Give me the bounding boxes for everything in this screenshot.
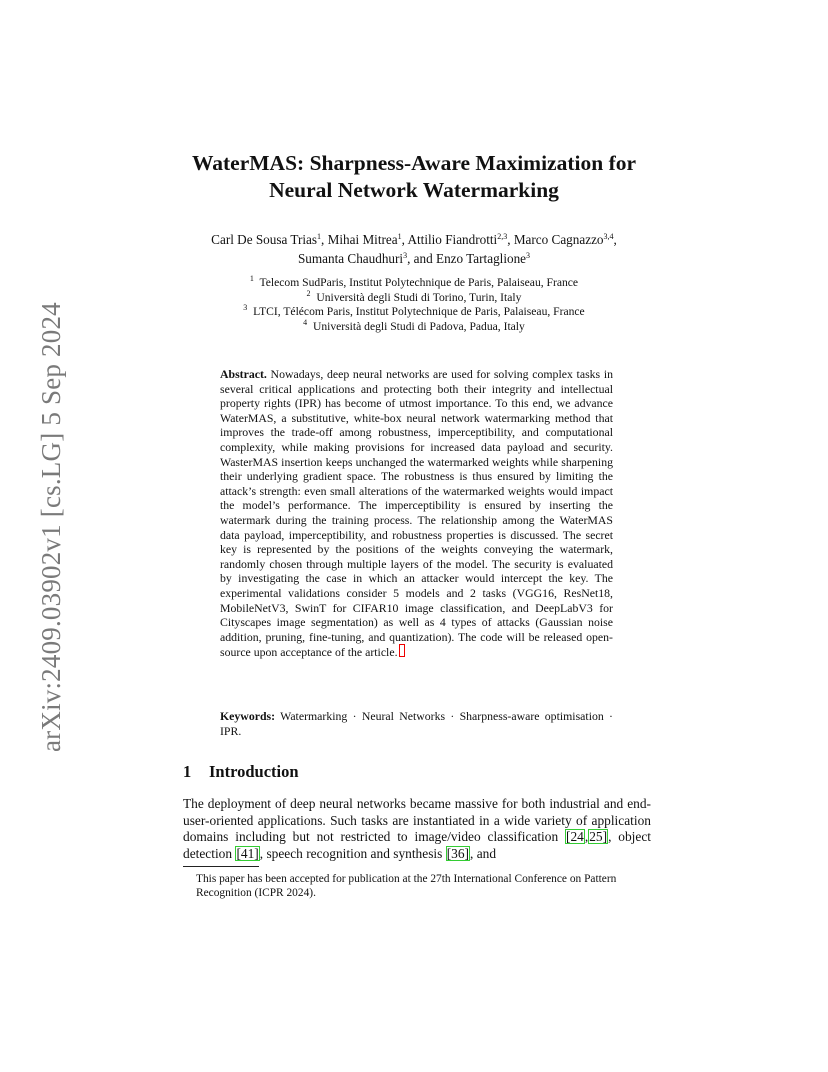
author-affil-mark: 3 xyxy=(526,251,531,260)
keywords-label: Keywords: xyxy=(220,709,276,723)
footnote-link-box[interactable] xyxy=(399,644,405,657)
abstract-label: Abstract. xyxy=(220,367,267,381)
title-line-2: Neural Network Watermarking xyxy=(269,178,559,202)
paper-title xyxy=(0,150,828,204)
author-affil-mark: 2,3 xyxy=(497,232,508,241)
abstract-text: Nowadays, deep neural networks are used for solving complex tasks in several critical applications and protecting both their integrity and intellectual property rights (IPR) has become of utmost importance. To this end, we advance WaterMAS, a substitutive, white-box neural network watermarking method that improves the trade-off among robustness, imperceptibility, and computational complexity, while making provisions for increased data payload and security. WasterMAS insertion keeps unchanged the watermarked weights while sharpening their underlying gradient space. The robustness is thus ensured by limiting the attack’s strength: even small alterations of the watermarked weights would impact the model’s performance. The imperceptibility is ensured by inserting the watermark during the training process. The relationship among the WaterMAS data payload, imperceptibility, and robustness properties is discussed. The secret key is represented by the positions of the weights conveying the watermark, randomly chosen through multiple layers of the model. The security is evaluated by investigating the case in which an attacker would intercept the key. The experimental validations consider 5 models and 2 tasks (VGG16, ResNet18, MobileNetV3, SwinT for CIFAR10 image classification, and DeepLabV3 for Cityscapes image segmentation) as well as 4 types of attacks (Gaussian noise addition, pruning, fine-tuning, and quantization). The code will be released open-source upon acceptance of the article. xyxy=(220,367,614,660)
author-name: Attilio Fiandrotti xyxy=(407,232,498,247)
keywords xyxy=(220,709,613,738)
affiliation-item: $^1$ Telecom SudParis, Institut Polytechnique de Paris, Palaiseau, France xyxy=(249,274,579,289)
intro-paragraph: The deployment of deep neural networks became massive for both industrial and end-user-oriented applications. Such tasks are instantiated in a wide variety of application domains including but not restricted to image/video classification [24,25], object detection [41], speech recognition and synthesis [36], and xyxy=(183,796,652,861)
arxiv-stamp-text: arXiv:2409.03902v1 [cs.LG] 5 Sep 2024 xyxy=(36,302,66,752)
citation-link[interactable]: [36] xyxy=(446,845,470,861)
keywords-text: Watermarking · Neural Networks · Sharpness-aware optimisation · IPR. xyxy=(220,709,613,738)
affiliation-item: $^4$ Università degli Studi di Padova, Padua, Italy xyxy=(303,317,525,333)
affiliation-list xyxy=(0,276,828,334)
author-name: Enzo Tartaglione xyxy=(436,251,527,266)
abstract xyxy=(220,367,613,660)
author-list xyxy=(0,230,828,268)
affiliation-item: $^2$ Università degli Studi di Torino, Turin, Italy xyxy=(306,288,522,304)
author-line-2: Sumanta Chaudhuri$^3$, and Enzo Tartaglione$^3$ xyxy=(297,251,531,266)
author-name: Marco Cagnazzo xyxy=(513,232,604,247)
author-affil-mark: 3,4 xyxy=(603,232,614,241)
title-line-1: WaterMAS: Sharpness-Aware Maximization for xyxy=(191,151,637,175)
section-title: Introduction xyxy=(209,762,299,781)
author-line-1: Carl De Sousa Trias$^1$, Mihai Mitrea$^1$, Attilio Fiandrotti$^{2,3}$, Marco Cagnazzo$^{3,4}$, xyxy=(211,232,617,247)
author-name: Sumanta Chaudhuri xyxy=(297,251,404,266)
author-affil-mark: 3 xyxy=(403,251,408,260)
section-heading xyxy=(183,762,299,782)
arxiv-stamp xyxy=(16,296,66,752)
author-name: Carl De Sousa Trias xyxy=(211,232,318,247)
affiliation-item: $^3$ LTCI, Télécom Paris, Institut Polytechnique de Paris, Palaiseau, France xyxy=(243,303,585,318)
citation-link[interactable]: [24 xyxy=(566,829,584,845)
author-affil-mark: 1 xyxy=(317,232,322,241)
footnote: This paper has been accepted for publication at the 27th International Conference on Pattern Recognition (ICPR 2024). xyxy=(196,873,617,900)
author-affil-mark: 1 xyxy=(397,232,402,241)
section-number: 1 xyxy=(183,762,192,781)
citation-link[interactable]: [41] xyxy=(236,845,259,861)
footnote-rule xyxy=(183,866,259,867)
citation-link[interactable]: 25] xyxy=(589,829,608,845)
author-name: Mihai Mitrea xyxy=(327,232,398,247)
